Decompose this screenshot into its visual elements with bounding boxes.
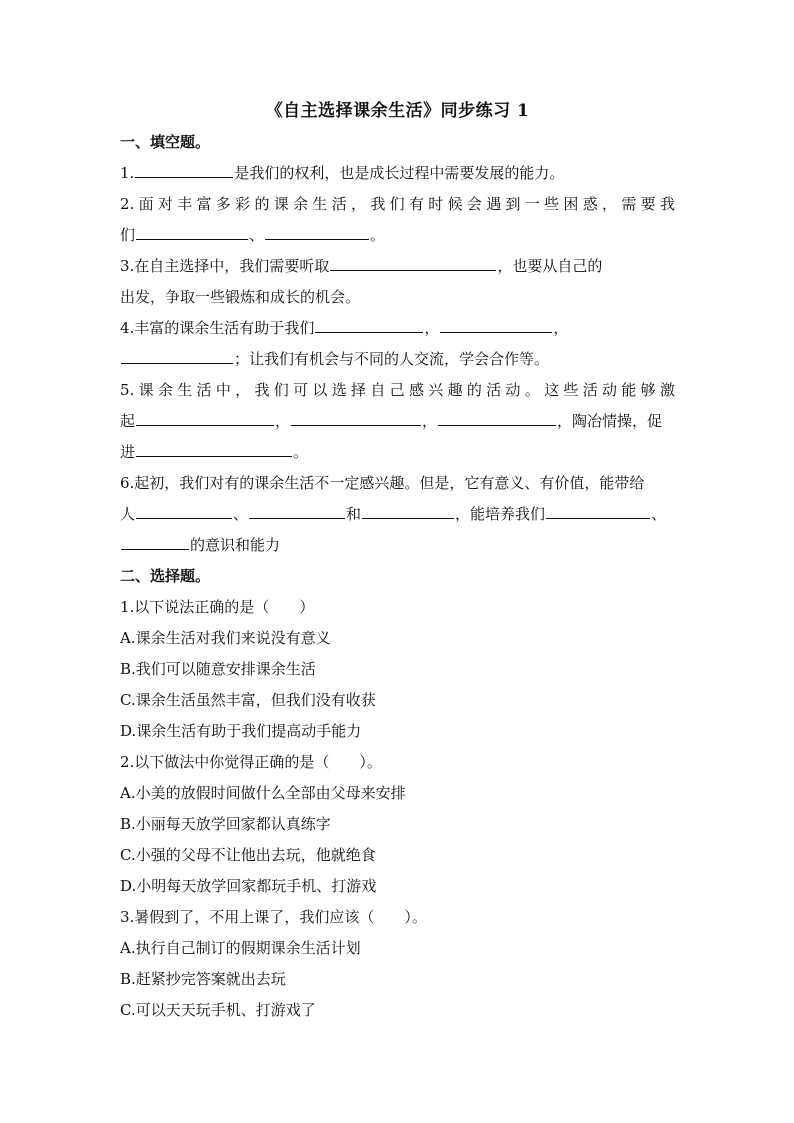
section-heading-multiple-choice: 二、选择题。	[120, 567, 211, 585]
answer-blank[interactable]	[136, 501, 232, 519]
option-d[interactable]: D.小明每天放学回家都玩手机、打游戏	[120, 877, 377, 895]
answer-blank[interactable]	[249, 501, 345, 519]
question-6-line-3: 的意识和能力	[120, 530, 675, 561]
question-4-line-1: 4.丰富的课余生活有助于我们 ， ，	[120, 313, 675, 344]
option-c[interactable]: C.课余生活虽然丰富，但我们没有收获	[120, 691, 376, 709]
question-5-line-1: 5.课余生活中，我们可以选择自己感兴趣的活动。这些活动能够激	[120, 381, 675, 399]
choice-question-3	[120, 902, 675, 1026]
question-3-line-2: 出发，争取一些锻炼和成长的机会。	[120, 288, 361, 306]
option-d[interactable]: D.课余生活有助于我们提高动手能力	[120, 722, 362, 740]
question-stem: 3.暑假到了，不用上课了，我们应该（ ）。	[120, 908, 427, 926]
question-5-line-3: 进 。	[120, 437, 675, 468]
question-3-line-1: 3.在自主选择中，我们需要听取 ，也要从自己的	[120, 251, 675, 282]
answer-blank[interactable]	[362, 501, 454, 519]
question-stem: 1.以下说法正确的是（ ）	[120, 598, 315, 616]
answer-blank[interactable]	[135, 160, 233, 178]
question-6-line-1: 6.起初，我们对有的课余生活不一定感兴趣。但是，它有意义、有价值，能带给	[120, 474, 645, 492]
answer-blank[interactable]	[330, 253, 496, 271]
choice-question-2	[120, 747, 675, 902]
answer-blank[interactable]	[265, 222, 369, 240]
worksheet-page	[120, 96, 675, 1026]
answer-blank[interactable]	[121, 532, 189, 550]
answer-blank[interactable]	[315, 315, 423, 333]
option-b[interactable]: B.小丽每天放学回家都认真练字	[120, 815, 331, 833]
answer-blank[interactable]	[136, 439, 292, 457]
question-4-line-2: ；让我们有机会与不同的人交流，学会合作等。	[120, 344, 675, 375]
question-stem: 2.以下做法中你觉得正确的是（ ）。	[120, 753, 382, 771]
question-2-line-2: 们 、 。	[120, 220, 675, 251]
answer-blank[interactable]	[291, 408, 421, 426]
answer-blank[interactable]	[136, 408, 274, 426]
answer-blank[interactable]	[136, 222, 248, 240]
question-2-line-1: 2.面对丰富多彩的课余生活，我们有时候会遇到一些困惑，需要我	[120, 195, 675, 213]
choice-question-1	[120, 592, 675, 747]
question-5-line-2: 起 ， ， ，陶冶情操，促	[120, 406, 675, 437]
option-b[interactable]: B.我们可以随意安排课余生活	[120, 660, 316, 678]
answer-blank[interactable]	[438, 408, 556, 426]
answer-blank[interactable]	[121, 346, 233, 364]
option-a[interactable]: A.执行自己制订的假期课余生活计划	[120, 939, 361, 957]
page-title: 《自主选择课余生活》同步练习 1	[265, 101, 530, 121]
option-a[interactable]: A.小美的放假时间做什么全部由父母来安排	[120, 784, 406, 802]
question-1: 1. 是我们的权利，也是成长过程中需要发展的能力。	[120, 158, 675, 189]
answer-blank[interactable]	[546, 501, 650, 519]
option-c[interactable]: C.小强的父母不让他出去玩，他就绝食	[120, 846, 376, 864]
option-c[interactable]: C.可以天天玩手机、打游戏了	[120, 1001, 316, 1019]
section-heading-fill-blank: 一、填空题。	[120, 133, 211, 151]
question-6-line-2: 人 、 和 ，能培养我们 、	[120, 499, 675, 530]
option-b[interactable]: B.赶紧抄完答案就出去玩	[120, 970, 286, 988]
answer-blank[interactable]	[440, 315, 552, 333]
option-a[interactable]: A.课余生活对我们来说没有意义	[120, 629, 331, 647]
